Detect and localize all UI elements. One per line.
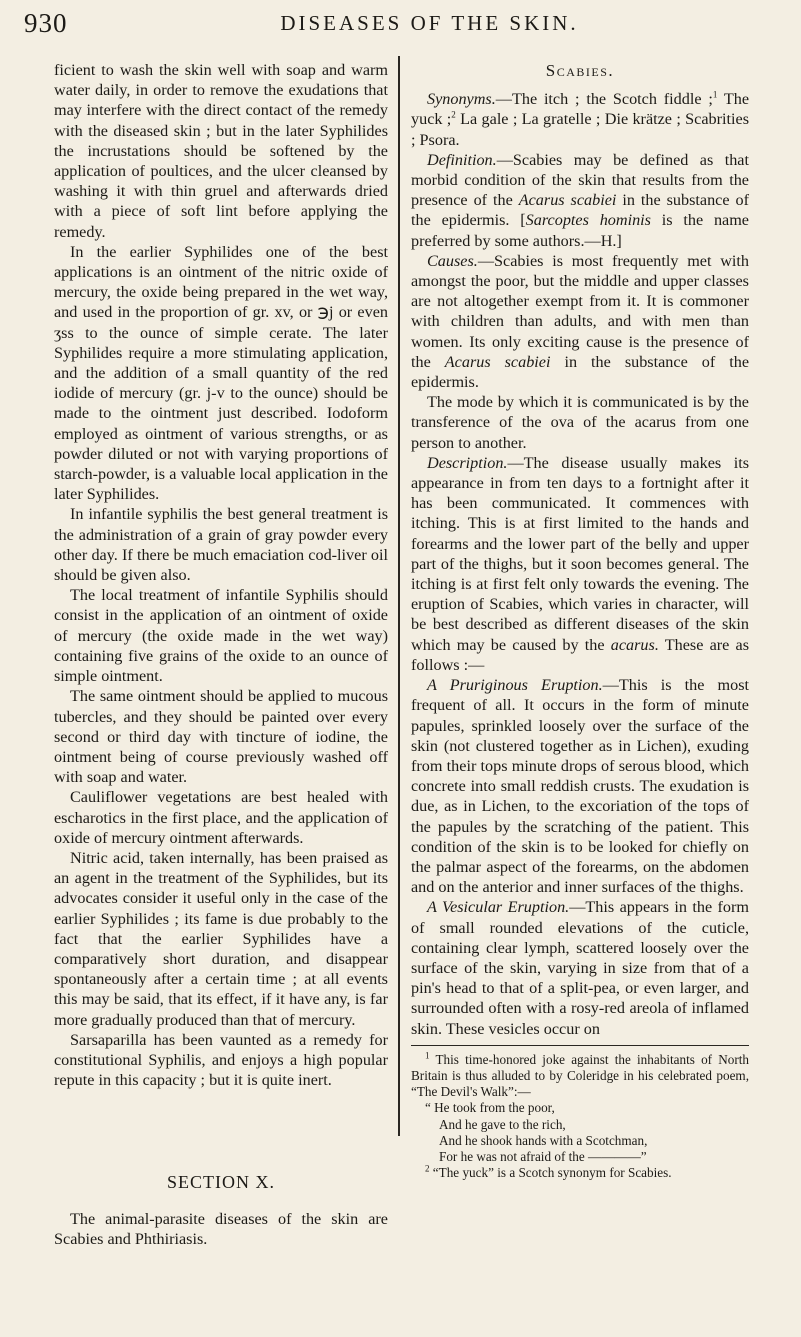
paragraph: Cauliflower vegetations are best healed with escharotics in the first place, and the application of oxide of mercury ointment afterwards.	[54, 788, 388, 847]
causes-paragraph	[411, 251, 749, 392]
section-title: SECTION X.	[167, 1172, 275, 1193]
species-name: Acarus scabiei	[444, 352, 551, 371]
footnote-text: This time-honored joke against the inhabitants of North Britain is thus alluded to by Coleridge in his celebrated poem, “The Devil's Walk”:—	[411, 1051, 750, 1100]
footnote-number: 2	[425, 1163, 430, 1174]
right-column	[411, 60, 749, 1181]
paragraph: The local treatment of infantile Syphilis should consist in the application of an ointment of oxide of mercury (the oxide made in the wet way) containing five grains of the oxide to an ounce of simple ointment.	[54, 586, 388, 686]
page-header	[24, 8, 773, 42]
footnote-mark-2: 2	[451, 110, 456, 121]
vesicular-label: A Vesicular Eruption.	[427, 898, 570, 917]
paragraph: In infantile syphilis the best general treatment is the administration of a grain of gray powder every other day. If there be much emaciation cod-liver oil should be given also.	[54, 505, 388, 585]
footnote-text: “The yuck” is a Scotch synonym for Scabies.	[432, 1165, 672, 1181]
left-column	[54, 60, 388, 1249]
page-number: 930	[24, 8, 68, 38]
paragraph: The same ointment should be applied to mucous tubercles, and they should be painted over every second or third day with tincture of iodine, the ointment being of course previously washed off with soap and water.	[54, 687, 388, 787]
description-paragraph	[411, 453, 749, 675]
definition-label: Definition.	[427, 150, 497, 169]
verse-line: And he shook hands with a Scotchman,	[439, 1132, 648, 1148]
definition-paragraph	[411, 150, 749, 251]
vesicular-text: —This appears in the form of small rounded elevations of the cuticle, containing clear lymph, scattered loosely over the surface of the skin, varying in size from that of a pin's head to that of a split-pea, or even larger, and surrounded often with a rosy-red areola of inflamed skin. These vesicles occur on	[411, 898, 749, 1038]
footnote-1	[411, 1052, 749, 1101]
pruriginous-label: A Pruriginous Eruption.	[427, 676, 603, 695]
synonyms-text: —The itch ; the Scotch fiddle ;	[495, 90, 713, 109]
paragraph: Sarsaparilla has been vaunted as a remedy for constitutional Syphilis, and enjoys a high popular repute in this capacity ; but it is quite inert.	[54, 1030, 388, 1090]
article-title: Scabies.	[545, 61, 615, 80]
running-head: DISEASES OF THE SKIN.	[280, 11, 579, 35]
verse-line: For he was not afraid of the ————”	[439, 1148, 647, 1164]
verse-line: “ He took from the poor,	[425, 1100, 555, 1116]
description-label: Description.	[427, 453, 508, 472]
causes-text: in the substance of the epidermis.	[411, 352, 749, 392]
paragraph: Nitric acid, taken internally, has been praised as an agent in the treatment of the Syphilides, but its advocates consider it useful only in the case of the earlier Syphilides ; its fame is due probably to the fact that the earlier Syphilides have a comparatively short duration, and disappear spontaneously after a certain time ; at all events this may be said, that its effect, if it have any, is far more gradually produced than that of mercury.	[54, 848, 388, 1029]
vesicular-paragraph	[411, 897, 749, 1038]
definition-text: in the substance of the epidermis. [	[411, 191, 749, 230]
causes-text: —Scabies is most frequently met with amongst the poor, but the middle and upper classes are not altogether exempt from it. It is commoner with children than adults, and with men than women. Its only exciting cause is the presence of the	[411, 251, 749, 371]
verse-quote	[411, 1100, 749, 1165]
species-name: Sarcoptes hominis	[525, 211, 651, 230]
footnote-2	[411, 1165, 749, 1181]
synonyms-text: La gale ; La gratelle ; Die krätze ; Scabrities ; Psora.	[411, 110, 749, 149]
synonyms-text: The yuck ;	[411, 90, 750, 129]
column-divider	[398, 56, 400, 1136]
definition-text: —Scabies may be defined as that morbid condition of the skin that results from the presence of the	[411, 150, 749, 210]
description-text: —The disease usually makes its appearance in from ten days to a fortnight after it has been communicated. It commences with itching. This is at first limited to the hands and forearms and the lower part of the belly and upper part of the thighs, but it soon becomes general. The itching is at first felt only towards the evening. The eruption of Scabies, which varies in character, will be best described as different diseases of the skin which may be caused by the	[411, 453, 749, 654]
pruriginous-paragraph	[411, 675, 749, 897]
pruriginous-text: —This is the most frequent of all. It occurs in the form of minute papules, sprinkled loosely over the surface of the skin (not clustered together as in Lichen), exuding from their tops minute drops of serous blood, which concrete into small reddish crusts. The exudation is due, as in Lichen, to the excoriation of the tops of the papules by the scratching of the patient. This condition of the skin is to be looked for chiefly on the palmar aspect of the forearms, on the abdomen and on the anterior and inner surfaces of the thighs.	[411, 676, 749, 897]
verse-line: And he gave to the rich,	[439, 1116, 566, 1132]
paragraph: ficient to wash the skin well with soap and warm water daily, in order to remove the exudations that may interfere with the direct contact of the remedy with the diseased skin ; but in the later Syphilides the incrustations should be softened by the application of poultices, and the ulcer cleansed by washing it with thin gruel and afterwards dried with a piece of soft lint before applying the remedy.	[54, 61, 388, 241]
paragraph: In the earlier Syphilides one of the best applications is an ointment of the nitric oxide of mercury, the oxide being prepared in the wet way, and used in the proportion of gr. xv, or ℈j or even ʒss to the ounce of simple cerate. The later Syphilides require a more stimulating application, and the addition of a small quantity of the red iodide of mercury (gr. j-v to the ounce) should be made to the ointment just described. Iodoform employed as ointment of various strengths, or as powder diluted or not with varying proportions of starch-powder, is a valuable local application in the later Syphilides.	[54, 242, 388, 504]
footnote-mark-1: 1	[712, 89, 718, 100]
species-name: Acarus scabiei	[518, 191, 617, 210]
species-name: acarus.	[610, 635, 659, 654]
mode-paragraph: The mode by which it is communicated is by the transference of the ova of the acarus from one person to another.	[411, 393, 749, 452]
footnotes	[411, 1052, 749, 1182]
causes-label: Causes.	[427, 251, 478, 270]
description-text: These are as follows :—	[411, 635, 749, 674]
section-intro: The animal-parasite diseases of the skin are Scabies and Phthiriasis.	[54, 1209, 388, 1248]
synonyms-paragraph	[411, 89, 749, 150]
definition-text: is the name preferred by some authors.—H.]	[411, 211, 749, 250]
footnote-rule	[411, 1045, 749, 1046]
footnote-number: 1	[425, 1050, 430, 1061]
synonyms-label: Synonyms.	[427, 90, 496, 109]
